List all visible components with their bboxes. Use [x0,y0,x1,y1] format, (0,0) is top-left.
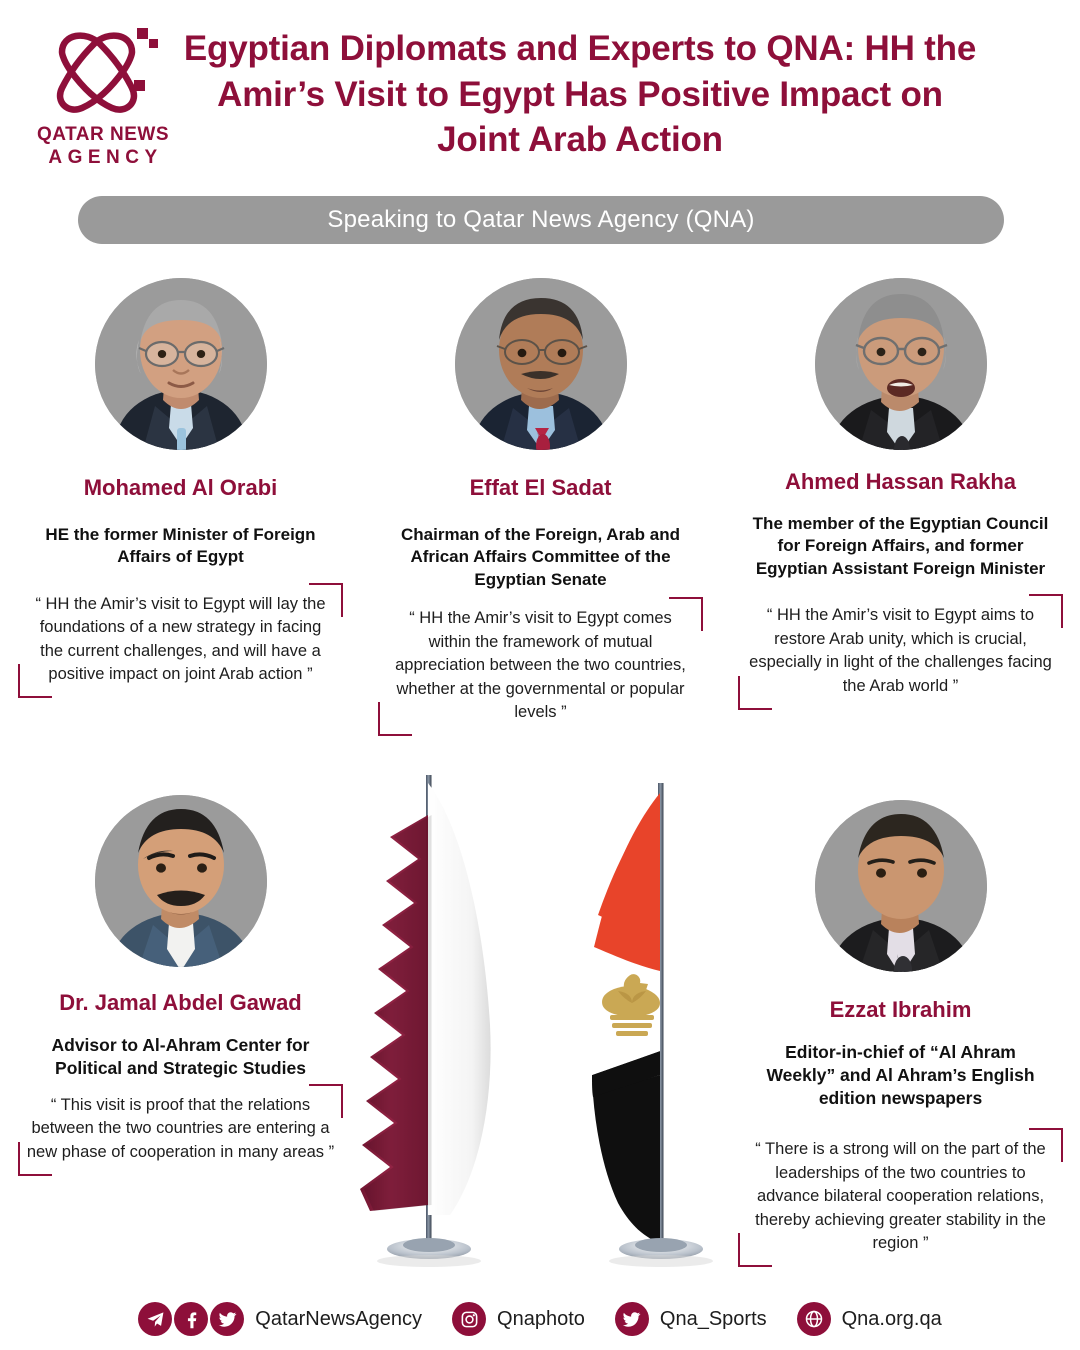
person-card-mohamed-al-orabi [8,278,353,686]
portrait-jamal-abdel-gawad [95,795,267,967]
qatar-egypt-flags [330,775,750,1280]
website-label: Qna.org.qa [841,1307,942,1330]
person-quote: “ HH the Amir’s visit to Egypt will lay the foundations of a new strategy in facing the current challenges, and will have a positive impact on joint Arab action ” [35,594,326,683]
speaking-banner [78,196,1004,244]
person-title: The member of the Egyptian Council for Foreign Affairs, and former Egyptian Assistant Foreign Minister [752,513,1049,578]
logo-line-2: AGENCY [48,147,163,168]
qna-logo [28,22,178,172]
qatar-flag [360,775,491,1267]
avatar [95,795,267,967]
avatar [815,278,987,450]
egypt-flag [583,783,713,1267]
person-quote: “ HH the Amir’s visit to Egypt aims to restore Arab unity, which is crucial, especially in light of the challenges facing the Arab world ” [749,606,1052,695]
person-card-ezzat-ibrahim [728,800,1073,1255]
twitter-icon[interactable] [210,1302,244,1336]
qna-atom-logo-icon [42,22,164,122]
avatar [455,278,627,450]
avatar [815,800,987,972]
person-quote: “ This visit is proof that the relations between the two countries are entering a new phase of cooperation in many areas ” [26,1096,335,1161]
portrait-ezzat-ibrahim [815,800,987,972]
social-footer [0,1297,1080,1341]
instagram-icon[interactable] [452,1302,486,1336]
globe-icon[interactable] [797,1302,831,1336]
quote-box [18,1094,343,1164]
twitter-handle-label: QatarNewsAgency [255,1307,423,1330]
person-title: Editor-in-chief of “Al Ahram Weekly” and Al Ahram’s English edition newspapers [766,1041,1035,1109]
social-links [138,1302,941,1336]
page-header [0,0,1080,185]
person-title: Chairman of the Foreign, Arab and African Affairs Committee of the Egyptian Senate [401,524,680,589]
quote-box [18,593,343,687]
twitter-icon[interactable] [615,1302,649,1336]
twitter-sports-handle-label: Qna_Sports [659,1307,767,1330]
portrait-mohamed-al-orabi [95,278,267,450]
portrait-effat-el-sadat [455,278,627,450]
person-card-jamal-abdel-gawad [8,795,353,1164]
facebook-icon[interactable] [174,1302,208,1336]
person-quote: “ HH the Amir’s visit to Egypt comes within the framework of mutual appreciation between the two countries, whether at the governmental or popular levels ” [395,609,686,722]
instagram-handle-label: Qnaphoto [497,1307,585,1330]
portrait-ahmed-hassan-rakha [815,278,987,450]
quote-box [738,1138,1063,1255]
person-name: Dr. Jamal Abdel Gawad [59,990,302,1015]
person-name: Ezzat Ibrahim [829,997,972,1022]
person-name: Effat El Sadat [469,475,612,500]
speaking-banner-label: Speaking to Qatar News Agency (QNA) [327,206,755,233]
page-title: Egyptian Diplomats and Experts to QNA: HH the Amir’s Visit to Egypt Has Positive Impact on Joint Arab Action [183,29,977,159]
quote-box [378,607,703,724]
person-name: Ahmed Hassan Rakha [784,469,1017,494]
quote-box [738,604,1063,698]
person-name: Mohamed Al Orabi [83,475,278,500]
person-title: HE the former Minister of Foreign Affairs of Egypt [45,524,316,567]
flags-illustration [330,775,750,1280]
person-card-ahmed-hassan-rakha [728,278,1073,698]
person-title: Advisor to Al-Ahram Center for Political and Strategic Studies [51,1034,310,1078]
person-quote: “ There is a strong will on the part of the leaderships of the two countries to advance bilateral cooperation relations, thereby achieving greater stability in the region ” [755,1140,1046,1252]
logo-line-1: QATAR NEWS [36,124,169,145]
person-card-effat-el-sadat [368,278,713,724]
avatar [95,278,267,450]
telegram-icon[interactable] [138,1302,172,1336]
